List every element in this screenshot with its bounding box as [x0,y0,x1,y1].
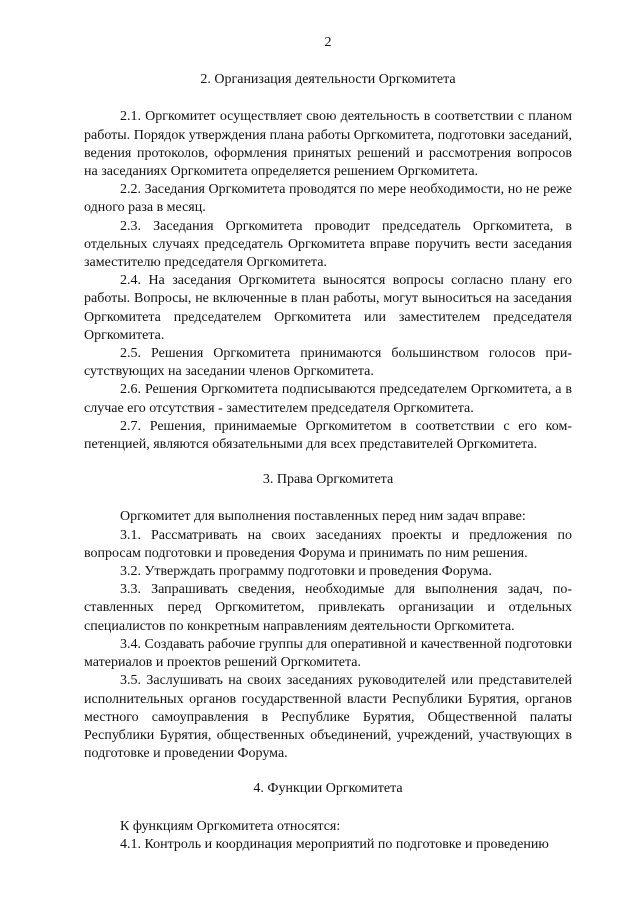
section-organization [84,71,572,454]
paragraph-2-5: 2.5. Решения Оргкомитета принимаются большинством голосов присутствующих на заседании членов Оргкомитета. [84,346,572,380]
paragraph-3-1: 3.1. Рассматривать на своих заседаниях проекты и предложения по вопросам подготовки и проведения Форума и принимать по ним решения. [84,527,572,561]
paragraph-2-4: 2.4. На заседания Оргкомитета выносятся вопросы согласно плану его работы. Вопросы, не включенные в план работы, могут выноситься на заседания Оргкомитета председателем Оргкомитета или заместителем председателя Оргкомитета. [84,273,572,343]
paragraph-2-1: 2.1. Оргкомитет осуществляет свою деятельность в соответствии с планом работы. Порядок утверждения плана работы Оргкомитета, подготовки заседаний, ведения протоколов, оформления принятых решений и рассмотрения вопросов на заседаниях Оргкомитета определяется решением Оргкомитета. [84,109,572,180]
document-page [84,34,572,854]
paragraph-2-7: 2.7. Решения, принимаемые Оргкомитетом в соответствии с его компетенцией, являются обязательными для всех представителей Оргкомитета. [84,418,572,453]
section-rights [84,471,572,763]
paragraph-4-1: 4.1. Контроль и координация мероприятий по подготовке и проведению [120,836,549,852]
paragraph-3-3: 3.3. Запрашивать сведения, необходимые для выполнения задач, поставленных перед Оргкомитетом, привлекать организации и отдельных специалистов по конкретным направлениям деятельности Оргкомитета. [84,582,572,634]
page-number: 2 [324,35,332,50]
paragraph-3-5: 3.5. Заслушивать на своих заседаниях руководителей или представителей исполнительных органов государственной власти Республики Бурятия, органов местного самоуправления в Республике Бурятия, Общественной палаты Республики Бурятия, общественных объединений, учреждений, участвующих в подготовке и проведении Форума. [84,673,572,762]
paragraph-3-4: 3.4. Создавать рабочие группы для оперативной и качественной подготовки материалов и проектов решений Оргкомитета. [84,636,572,671]
section-heading: 2. Организация деятельности Оргкомитета [200,72,456,88]
paragraph-intro: Оргкомитет для выполнения поставленных перед ним задач вправе: [120,509,526,525]
section-functions [84,780,572,854]
paragraph-3-2: 3.2. Утверждать программу подготовки и проведения Форума. [120,564,492,580]
paragraph-2-3: 2.3. Заседания Оргкомитета проводит председатель Оргкомитета, в отдельных случаях председатель Оргкомитета вправе поручить вести заседания заместителю председателя Оргкомитета. [84,218,572,271]
paragraph-2-2: 2.2. Заседания Оргкомитета проводятся по мере необходимости, но не реже одного раза в месяц. [84,182,572,216]
paragraph-intro: К функциям Оргкомитета относятся: [120,818,341,834]
section-heading: 3. Права Оргкомитета [262,472,394,488]
paragraph-2-6: 2.6. Решения Оргкомитета подписываются председателем Оргкомитета, а в случае его отсутствия - заместителем председателя Оргкомитета. [84,382,572,416]
section-heading: 4. Функции Оргкомитета [253,781,403,797]
